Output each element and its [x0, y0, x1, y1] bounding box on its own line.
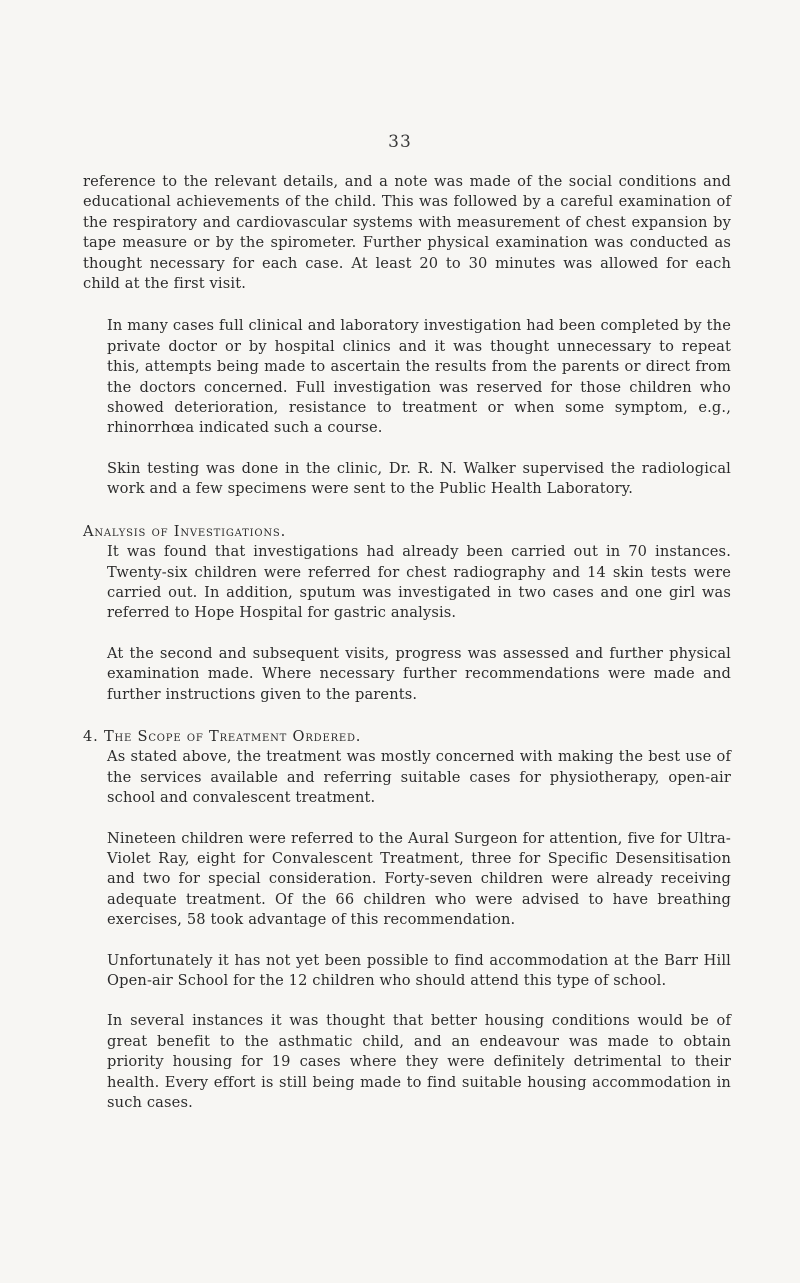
section-heading-analysis: Analysis of Investigations. [83, 522, 287, 540]
paragraph-5: At the second and subsequent visits, progress was assessed and further physical examination made. Where necessary further recommendations were made and further instructions given to the parents. [107, 644, 731, 703]
page-number: 33 [388, 132, 412, 152]
paragraph-8: Unfortunately it has not yet been possible to find accommodation at the Barr Hill Open-air School for the 12 children who should attend this type of school. [107, 951, 731, 989]
paragraph-1: reference to the relevant details, and a note was made of the social conditions and educational achievements of the child. This was followed by a careful examination of the respiratory and cardiovascular systems with measurement of chest expansion by tape measure or by the spirometer. Further physical examination was conducted as thought necessary for each case. At least 20 to 30 minutes was allowed for each child at the first visit. [83, 173, 731, 293]
paragraph-4: It was found that investigations had already been carried out in 70 instances. Twenty-six children were referred for chest radiography and 14 skin tests were carried out. In addition, sputum was investigated in two cases and one girl was referred to Hope Hospital for gastric analysis. [107, 543, 731, 622]
document-body [83, 172, 731, 1113]
paragraph-2: In many cases full clinical and laboratory investigation had been completed by the private doctor or by hospital clinics and it was thought unnecessary to repeat this, attempts being made to ascertain the results from the parents or direct from the doctors concerned. Full investigation was reserved for those children who showed deterioration, resistance to treatment or when some symptom, e.g., rhinorrhœa indicated such a course. [107, 317, 731, 437]
paragraph-6: As stated above, the treatment was mostly concerned with making the best use of the services available and referring suitable cases for physiotherapy, open-air school and convalescent treatment. [107, 748, 731, 807]
paragraph-3: Skin testing was done in the clinic, Dr. R. N. Walker supervised the radiological work and a few specimens were sent to the Public Health Laboratory. [107, 459, 731, 498]
section-heading-scope: 4. The Scope of Treatment Ordered. [83, 727, 362, 745]
paragraph-9: In several instances it was thought that better housing conditions would be of great benefit to the asthmatic child, and an endeavour was made to obtain priority housing for 19 cases where they were definitely detrimental to their health. Every effort is still being made to find suitable housing accommodation in such cases. [107, 1012, 731, 1112]
paragraph-7: Nineteen children were referred to the Aural Surgeon for attention, five for Ultra-Violet Ray, eight for Convalescent Treatment, three for Specific Desensitisation and two for special consideration. Forty-seven children were already receiving adequate treatment. Of the 66 children who were advised to have breathing exercises, 58 took advantage of this recommendation. [107, 829, 731, 929]
